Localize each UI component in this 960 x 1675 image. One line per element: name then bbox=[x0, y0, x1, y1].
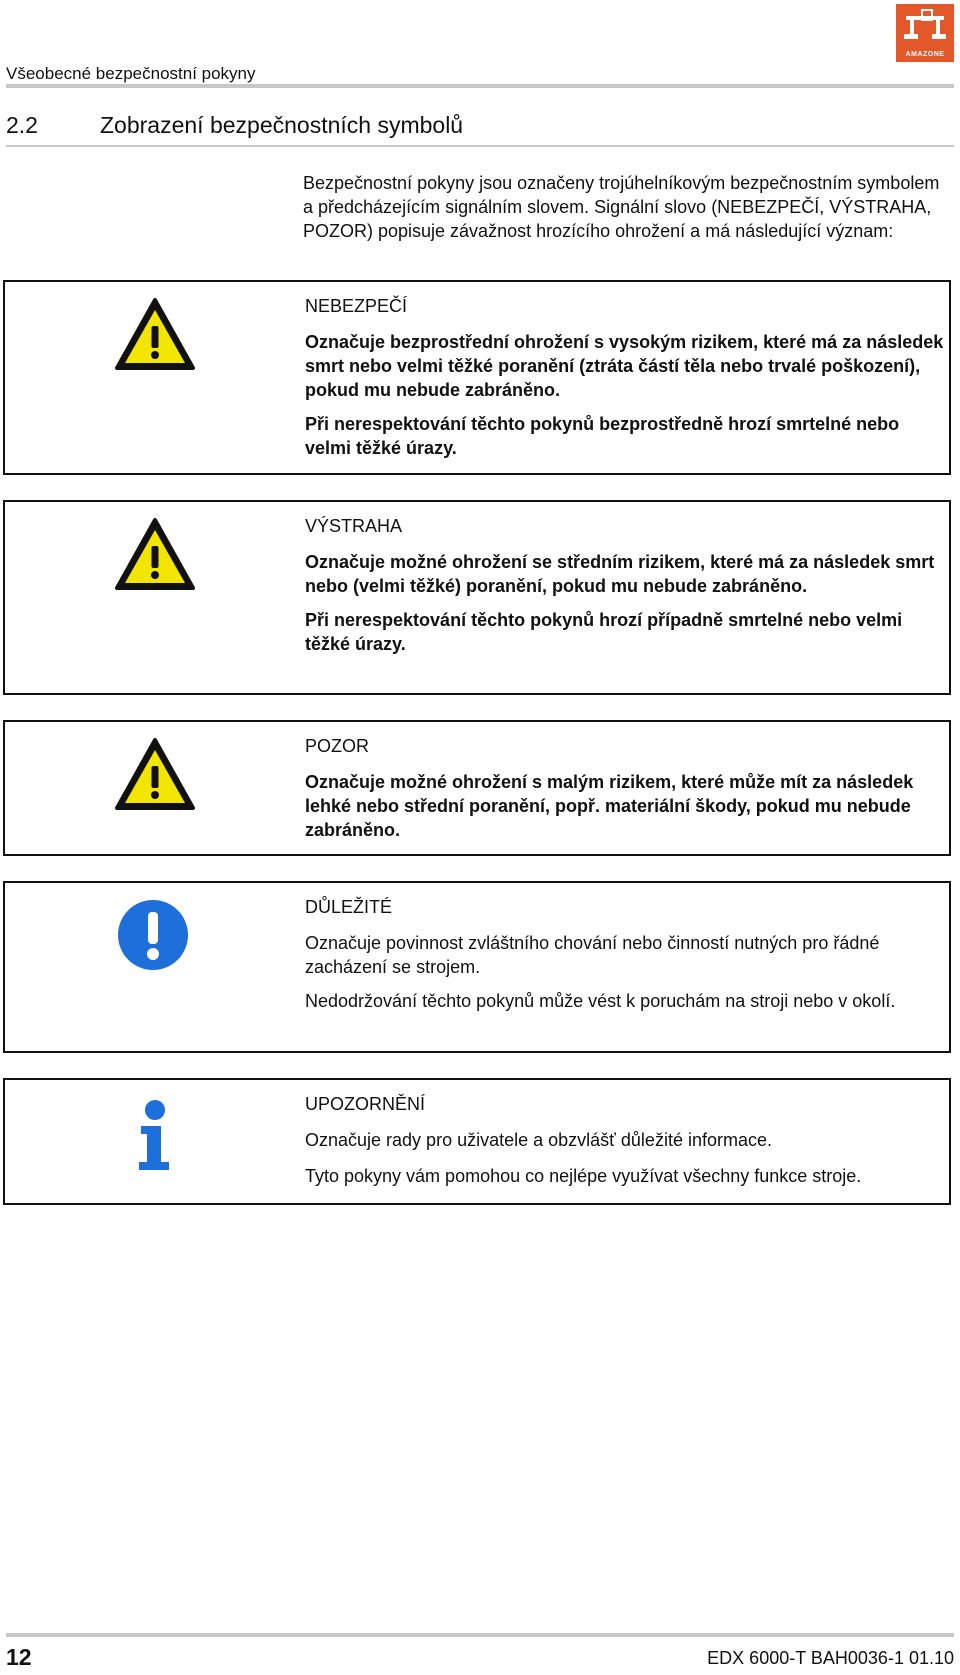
box-description: Označuje možné ohrožení s malým rizikem, které může mít za následek lehké nebo střední poranění, popř. materiální škody, pokud mu nebude zabráněno. bbox=[305, 772, 914, 840]
section-number: 2.2 bbox=[6, 112, 38, 138]
box-consequence: Při nerespektování těchto pokynů hrozí případně smrtelné nebo velmi těžké úrazy. bbox=[305, 610, 903, 654]
document-id: EDX 6000-T BAH0036-1 01.10 bbox=[707, 1648, 954, 1668]
info-icon bbox=[135, 1100, 175, 1172]
box-description: Označuje bezprostřední ohrožení s vysokým rizikem, které má za následek smrt nebo velmi těžké poranění (ztráta částí těla nebo trvalé poškození), pokud mu nebude zabráněno. bbox=[305, 332, 944, 400]
section-heading bbox=[6, 112, 463, 139]
warning-triangle-icon bbox=[113, 296, 197, 372]
box-consequence: Nedodržování těchto pokynů může vést k poruchám na stroji nebo v okolí. bbox=[305, 991, 896, 1011]
box-description: Označuje rady pro uživatele a obzvlášť důležité informace. bbox=[305, 1130, 772, 1150]
box-title: VÝSTRAHA bbox=[305, 516, 403, 536]
important-box bbox=[3, 881, 951, 1053]
warning-triangle-icon bbox=[113, 736, 197, 812]
tractor-logo-icon bbox=[896, 4, 954, 50]
box-consequence: Tyto pokyny vám pomohou co nejlépe využívat všechny funkce stroje. bbox=[305, 1166, 862, 1186]
box-title: DŮLEŽITÉ bbox=[305, 897, 393, 917]
exclamation-circle-icon bbox=[117, 899, 189, 971]
box-title: POZOR bbox=[305, 736, 370, 756]
box-consequence: Při nerespektování těchto pokynů bezprostředně hrozí smrtelné nebo velmi těžké úrazy. bbox=[305, 414, 900, 458]
amazone-logo bbox=[896, 4, 954, 62]
box-title: NEBEZPEČÍ bbox=[305, 296, 408, 316]
box-title: UPOZORNĚNÍ bbox=[305, 1094, 426, 1114]
box-description: Označuje povinnost zvláštního chování nebo činností nutných pro řádné zacházení se strojem. bbox=[305, 933, 880, 977]
heading-rule bbox=[6, 145, 954, 147]
notice-box bbox=[3, 1078, 951, 1205]
running-title: Všeobecné bezpečnostní pokyny bbox=[6, 64, 256, 83]
intro-paragraph: Bezpečnostní pokyny jsou označeny trojúhelníkovým bezpečnostním symbolem a předcházejícím signálním slovem. Signální slovo (NEBEZPEČÍ, VÝSTRAHA, POZOR) popisuje závažnost hrozícího ohrožení a má následující význam: bbox=[303, 173, 940, 241]
section-title: Zobrazení bezpečnostních symbolů bbox=[100, 112, 464, 138]
danger-box bbox=[3, 280, 951, 475]
logo-wordmark: AMAZONE bbox=[905, 51, 945, 58]
footer-rule bbox=[6, 1633, 954, 1637]
warning-box bbox=[3, 500, 951, 695]
caution-box bbox=[3, 720, 951, 856]
box-description: Označuje možné ohrožení se středním rizikem, které má za následek smrt nebo (velmi těžké) poranění, pokud mu nebude zabráněno. bbox=[305, 552, 935, 596]
warning-triangle-icon bbox=[113, 516, 197, 592]
header-rule bbox=[6, 84, 954, 88]
page-number: 12 bbox=[6, 1644, 32, 1670]
